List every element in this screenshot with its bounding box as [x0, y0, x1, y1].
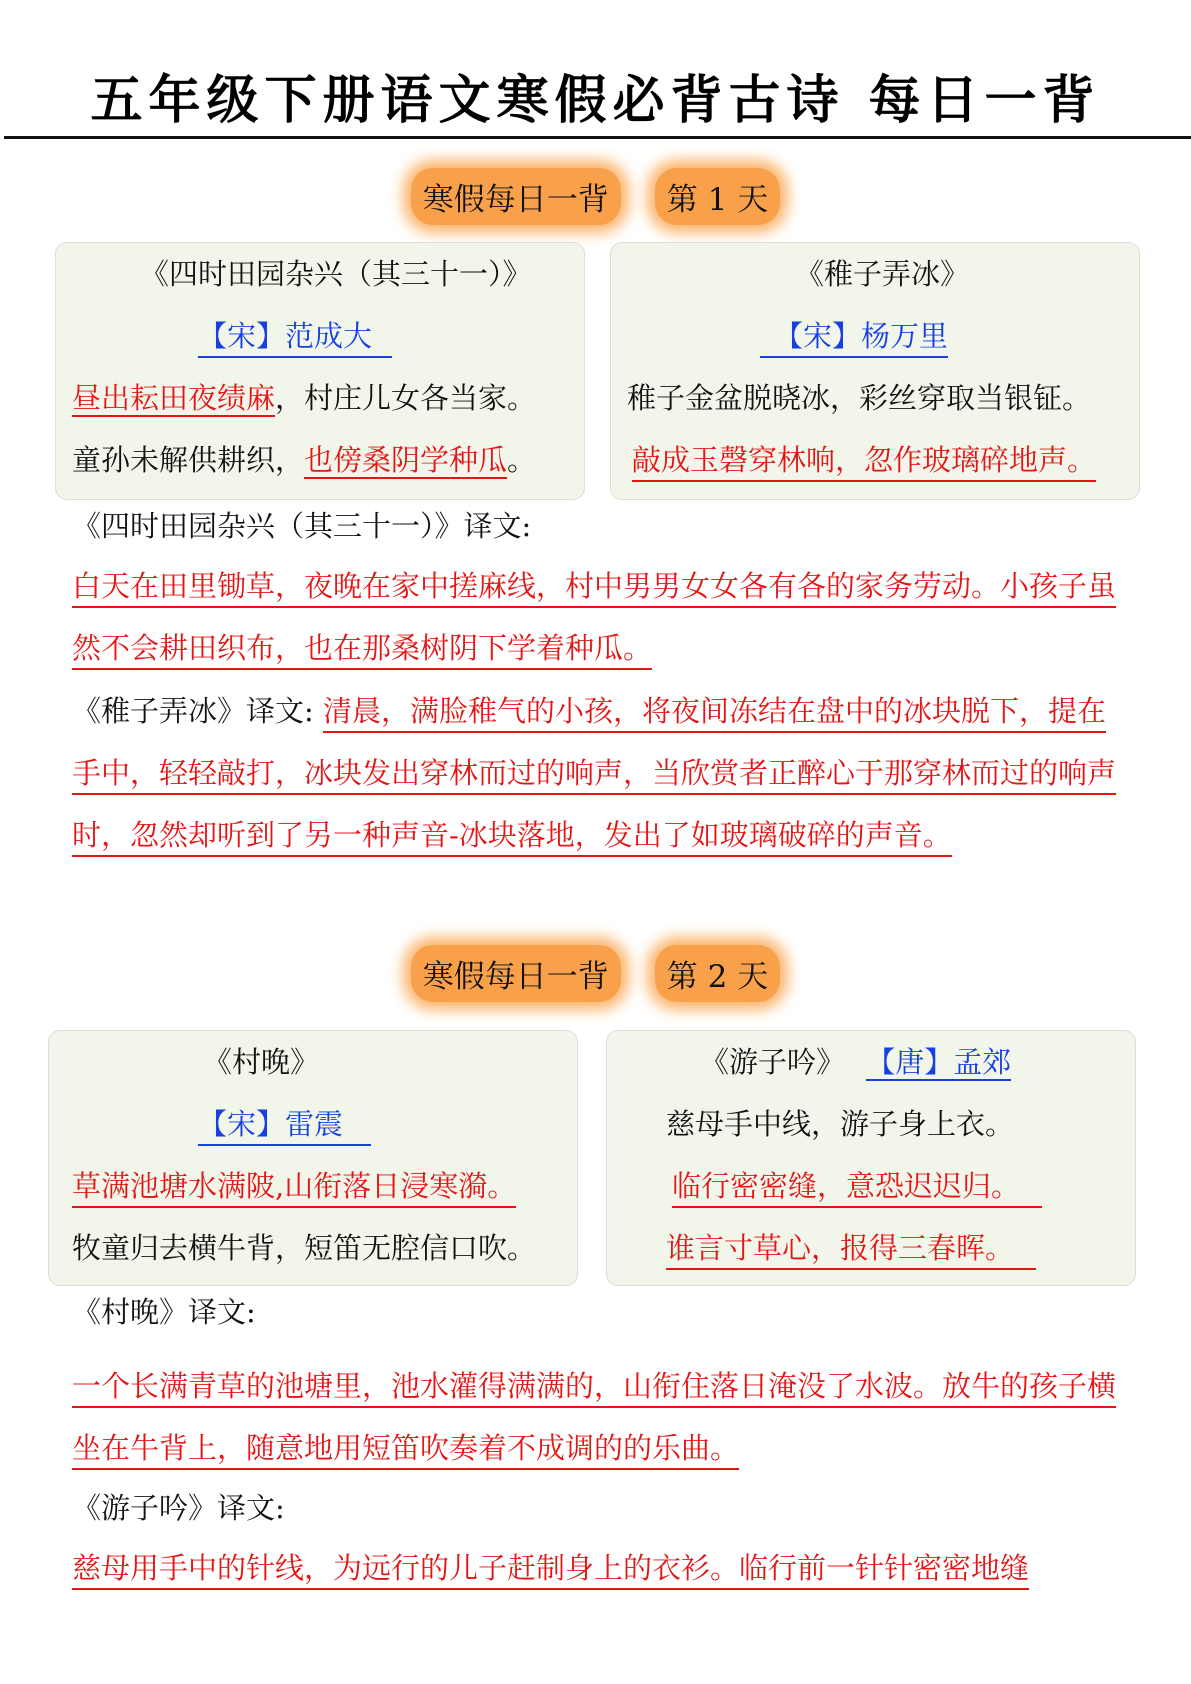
translation-label: 《游子吟》译文: — [72, 1491, 285, 1525]
translation-block — [72, 680, 1122, 866]
poem-author: 【宋】杨万里 — [760, 316, 948, 358]
translation-text — [72, 1355, 1122, 1479]
translation-label: 《村晚》译文: — [72, 1295, 256, 1329]
poem-line-text: 童孙未解供耕织， — [72, 443, 305, 477]
day-label: 寒假每日一背 — [411, 168, 621, 225]
poem-title: 《四时田园杂兴（其三十一）》 — [140, 257, 532, 291]
poem-line: 慈母手中线，游子身上衣。 — [666, 1107, 1015, 1141]
poem-line-highlight: 也傍桑阴学种瓜 — [304, 443, 508, 477]
poem-line: 稚子金盆脱晓冰，彩丝穿取当银钲。 — [627, 381, 1092, 415]
title-divider — [4, 136, 1191, 139]
poem-author: 【宋】范成大 — [198, 316, 392, 358]
poem-title: 《稚子弄冰》 — [795, 257, 970, 291]
day-number: 第 2 天 — [655, 945, 780, 1002]
translation-label: 《四时田园杂兴（其三十一）》译文: — [72, 509, 532, 543]
poem-line: 敲成玉磬穿林响，忽作玻璃碎地声。 — [632, 440, 1096, 482]
poem-author: 【唐】孟郊 — [866, 1045, 1012, 1079]
poem-line: 牧童归去横牛背，短笛无腔信口吹。 — [72, 1231, 537, 1265]
poem-heading — [700, 1042, 1011, 1082]
poem-line: 童孙未解供耕织，也傍桑阴学种瓜。 — [72, 443, 537, 477]
day-label: 寒假每日一背 — [411, 945, 621, 1002]
poem-title: 《游子吟》 — [700, 1045, 846, 1079]
poem-title: 《村晚》 — [203, 1045, 320, 1079]
poem-line: 草满池塘水满陂,山衔落日浸寒漪。 — [72, 1166, 516, 1208]
poem-line: 谁言寸草心，报得三春晖。 — [666, 1228, 1036, 1270]
poem-line: 临行密密缝，意恐迟迟归。 — [672, 1166, 1042, 1208]
translation-body: 慈母用手中的针线，为远行的儿子赶制身上的衣衫。临行前一针针密密地缝 — [72, 1551, 1029, 1590]
poem-author: 【宋】雷震 — [198, 1104, 371, 1146]
day-header — [0, 943, 1191, 1003]
poem-line — [72, 378, 536, 418]
translation-label: 《稚子弄冰》译文: — [72, 694, 314, 728]
day-number: 第 1 天 — [655, 168, 780, 225]
day-header — [0, 166, 1191, 226]
poem-line-text: ，村庄儿女各当家。 — [275, 381, 537, 415]
translation-text — [72, 1537, 1122, 1599]
translation-body: 清晨，满脸稚气的小孩，将夜间冻结在盘中的冰块脱下，提在手中，轻轻敲打，冰块发出穿林而过的响声，当欣赏者正醉心于那穿林而过的响声时，忽然却听到了另一种声音-冰块落地，发出了如玻璃破碎的声音。 — [72, 694, 1116, 857]
translation-text — [72, 555, 1122, 679]
translation-body: 一个长满青草的池塘里，池水灌得满满的，山衔住落日淹没了水波。放牛的孩子横坐在牛背上，随意地用短笛吹奏着不成调的的乐曲。 — [72, 1369, 1116, 1470]
page-title: 五年级下册语文寒假必背古诗 每日一背 — [90, 71, 1101, 131]
poem-line-highlight: 昼出耘田夜绩麻 — [72, 381, 276, 415]
translation-body: 白天在田里锄草，夜晚在家中搓麻线，村中男男女女各有各的家务劳动。小孩子虽然不会耕田织布，也在那桑树阴下学着种瓜。 — [72, 569, 1116, 670]
